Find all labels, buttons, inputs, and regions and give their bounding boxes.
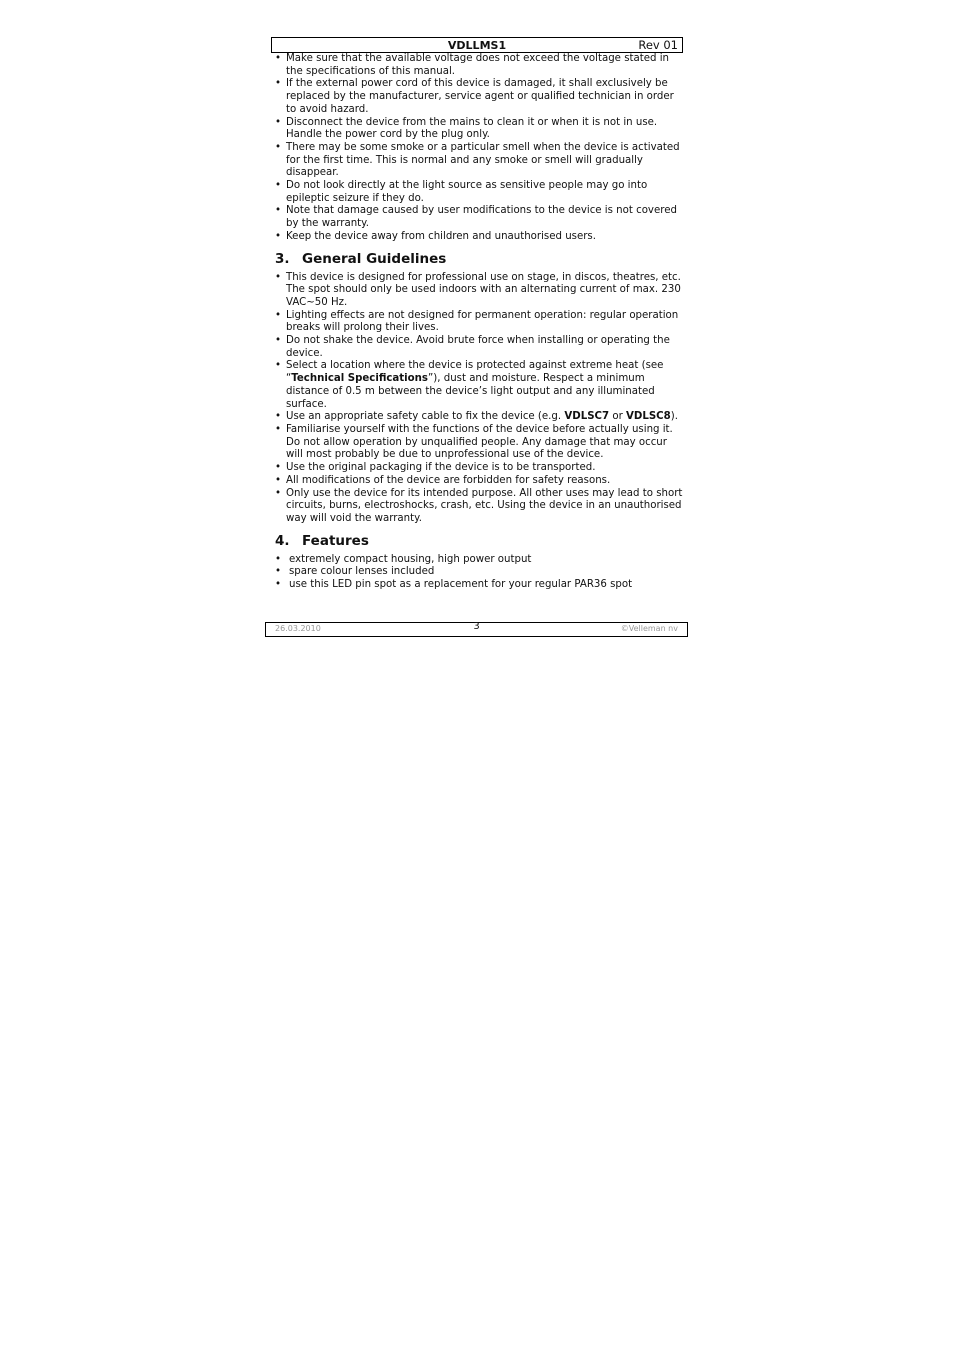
item-text: ).	[670, 411, 678, 423]
item-text: Use an appropriate safety cable to fix the device (e.g.	[286, 411, 565, 423]
item-text: Select a location where the device is protected against extreme heat (see “	[286, 360, 664, 385]
list-item: • use this LED pin spot as a replacement for your regular PAR36 spot	[271, 579, 683, 592]
list-item: • Only use the device for its intended purpose. All other uses may lead to short circuits, burns, electroshocks, crash, etc. Using the device in an unauthorised way will void the warranty.	[271, 488, 683, 526]
list-item: • Familiarise yourself with the functions of the device before actually using it. Do not allow operation by unqualified people. Any damage that may occur will most probably be due to unprofessional use of the device.	[271, 424, 683, 462]
section-heading-features	[271, 533, 683, 549]
section-number: 4.	[275, 532, 290, 549]
section-heading-general-guidelines	[271, 251, 683, 267]
item-text: ”), dust and moisture. Respect a minimum distance of 0.5 m between the device’s light output and any illuminated surface.	[286, 373, 655, 410]
cross-reference-bold: Technical Specifications	[291, 373, 428, 385]
section-title: General Guidelines	[302, 250, 447, 267]
list-item	[271, 360, 683, 411]
list-item: • Do not shake the device. Avoid brute force when installing or operating the device.	[271, 335, 683, 360]
list-item: • Disconnect the device from the mains to clean it or when it is not in use. Handle the power cord by the plug only.	[271, 117, 683, 142]
list-item: • This device is designed for professional use on stage, in discos, theatres, etc. The spot should only be used indoors with an alternating current of max. 230 VAC~50 Hz.	[271, 272, 683, 310]
list-item: • Note that damage caused by user modifications to the device is not covered by the warranty.	[271, 205, 683, 230]
list-item: • Make sure that the available voltage does not exceed the voltage stated in the specifications of this manual.	[271, 53, 683, 78]
list-item	[271, 411, 683, 424]
section-number: 3.	[275, 250, 290, 267]
safety-list	[271, 53, 683, 244]
list-item: • There may be some smoke or a particular smell when the device is activated for the first time. This is normal and any smoke or smell will gradually disappear.	[271, 142, 683, 180]
list-item: • If the external power cord of this device is damaged, it shall exclusively be replaced by the manufacturer, service agent or qualified technician in order to avoid hazard.	[271, 78, 683, 116]
list-item: • All modifications of the device are forbidden for safety reasons.	[271, 475, 683, 488]
footer-date: 26.03.2010	[275, 624, 321, 633]
model-name: VDLLMS1	[447, 39, 507, 52]
guidelines-list	[271, 272, 683, 526]
section-title: Features	[302, 532, 369, 549]
revision-label: Rev 01	[638, 38, 678, 52]
list-item: • spare colour lenses included	[271, 566, 683, 579]
product-code-bold: VDLSC8	[626, 411, 671, 423]
product-code-bold: VDLSC7	[564, 411, 610, 423]
list-item: • Lighting effects are not designed for permanent operation: regular operation breaks will prolong their lives.	[271, 310, 683, 335]
list-item: • Do not look directly at the light source as sensitive people may go into epileptic seizure if they do.	[271, 180, 683, 205]
list-item: • Keep the device away from children and unauthorised users.	[271, 231, 683, 244]
list-item: • Use the original packaging if the device is to be transported.	[271, 462, 683, 475]
item-text: or	[609, 411, 627, 423]
page-footer	[265, 622, 688, 637]
list-item: • extremely compact housing, high power output	[271, 554, 683, 567]
features-list	[271, 554, 683, 592]
page-content	[271, 53, 683, 592]
page-number: 3	[473, 621, 480, 632]
page-header	[271, 37, 683, 53]
footer-copyright: ©Velleman nv	[620, 624, 678, 633]
